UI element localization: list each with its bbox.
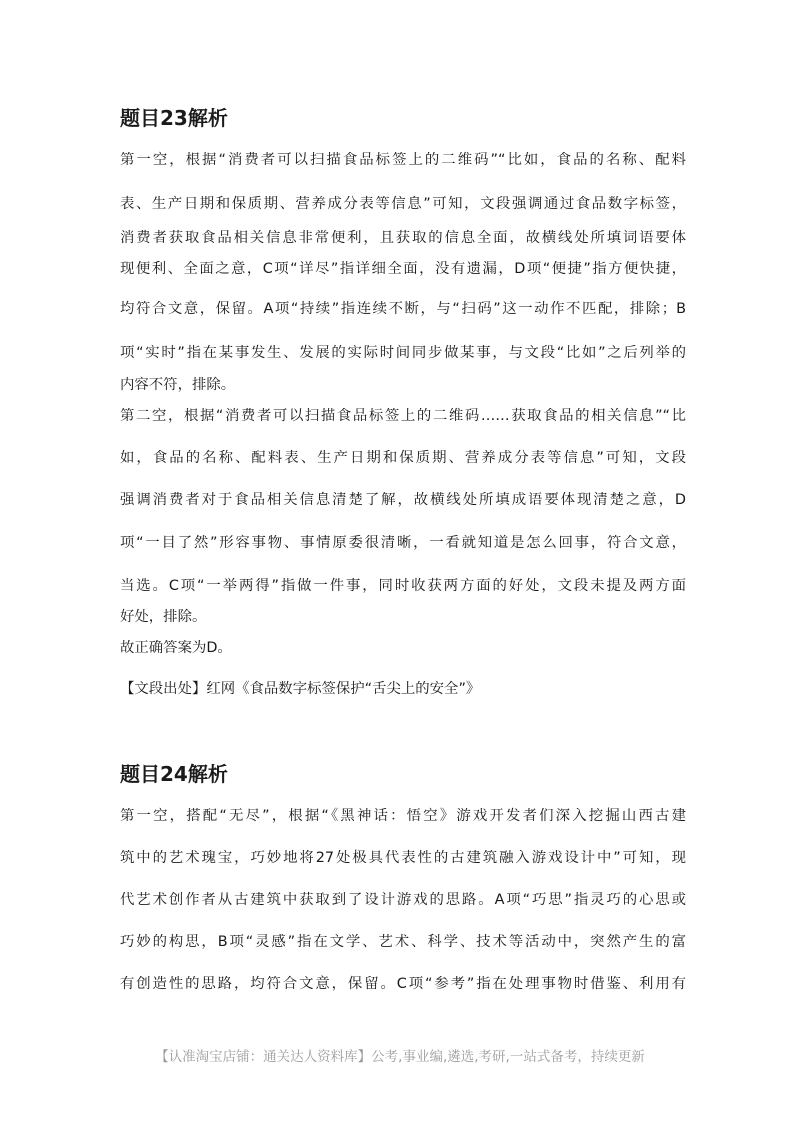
q23-line: 当选。C项“一举两得”指做一件事，同时收获两方面的好处，文段未提及两方面	[120, 578, 686, 594]
q23-line: 均符合文意，保留。A项“持续”指连续不断，与“扫码”这一动作不匹配，排除；B	[120, 301, 686, 317]
q24-title: 题目24解析	[120, 762, 228, 786]
q23-line: 第二空，根据“消费者可以扫描食品标签上的二维码……获取食品的相关信息”“比	[120, 408, 686, 424]
q23-line: 项“实时”指在某事发生、发展的实际时间同步做某事，与文段“比如”之后列举的	[120, 345, 686, 361]
q24-line: 第一空，搭配“无尽”，根据“《黑神话：悟空》游戏开发者们深入挖掘山西古建	[120, 808, 686, 824]
q23-line: 现便利、全面之意，C项“详尽”指详细全面，没有遗漏，D项“便捷”指方便快捷，	[120, 261, 686, 277]
shop-footer-watermark: 【认准淘宝店铺：通关达人资料库】公考,事业编,遴选,考研,一站式备考，持续更新	[155, 1049, 645, 1065]
q23-line: 强调消费者对于食品相关信息清楚了解，故横线处所填成语要体现清楚之意，D	[120, 492, 686, 508]
q24-line: 有创造性的思路，均符合文意，保留。C项“参考”指在处理事物时借鉴、利用有	[120, 976, 686, 992]
q23-title: 题目23解析	[120, 106, 228, 130]
q23-line: 好处，排除。	[120, 609, 207, 625]
q23-line: 表、生产日期和保质期、营养成分表等信息”可知，文段强调通过食品数字标签，	[120, 196, 686, 212]
answer-line: 故正确答案为D。	[120, 640, 232, 656]
source-line: 【文段出处】红网《食品数字标签保护“舌尖上的安全”》	[120, 681, 481, 697]
q24-line: 代艺术创作者从古建筑中获取到了设计游戏的思路。A项“巧思”指灵巧的心思或	[120, 892, 686, 908]
q23-line: 内容不符，排除。	[120, 377, 236, 393]
q24-line: 筑中的艺术瑰宝，巧妙地将27处极具代表性的古建筑融入游戏设计中”可知，现	[120, 850, 686, 866]
q23-line: 消费者获取食品相关信息非常便利，且获取的信息全面，故横线处所填词语要体	[120, 230, 686, 246]
q23-line: 项“一目了然”形容事物、事情原委很清晰，一看就知道是怎么回事，符合文意，	[120, 535, 686, 551]
q23-line: 如，食品的名称、配料表、生产日期和保质期、营养成分表等信息”可知，文段	[120, 450, 686, 466]
q24-line: 巧妙的构思，B项“灵感”指在文学、艺术、科学、技术等活动中，突然产生的富	[120, 934, 686, 950]
q23-line: 第一空，根据“消费者可以扫描食品标签上的二维码”“比如，食品的名称、配料	[120, 152, 686, 168]
